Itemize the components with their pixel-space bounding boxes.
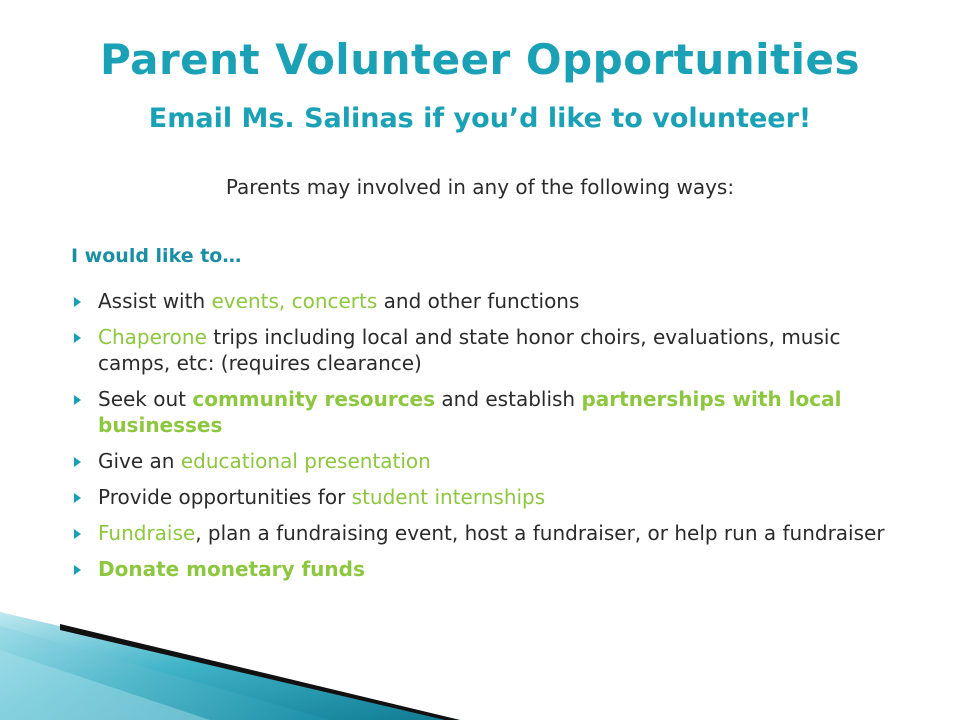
list-item: Assist with events, concerts and other functions	[72, 288, 892, 314]
highlight-text: events, concerts	[211, 289, 378, 313]
arrow-bullet-icon	[74, 333, 81, 343]
slide-title: Parent Volunteer Opportunities	[99, 35, 861, 84]
highlight-text: student internships	[351, 485, 546, 509]
list-item: Chaperone trips including local and state honor choirs, evaluations, music camps, etc: (requires clearance)	[72, 324, 892, 376]
list-item: Seek out community resources and establish partnerships with local businesses	[72, 386, 892, 438]
lead-text: I would like to…	[71, 245, 242, 267]
list-item: Fundraise, plan a fundraising event, host a fundraiser, or help run a fundraiser	[72, 520, 892, 546]
arrow-bullet-icon	[74, 529, 81, 539]
highlight-text: community resources	[192, 387, 436, 411]
volunteer-list	[72, 288, 892, 592]
list-item: Give an educational presentation	[72, 448, 892, 474]
arrow-bullet-icon	[74, 297, 81, 307]
highlight-text: Fundraise	[98, 521, 196, 545]
slide-subtitle: Email Ms. Salinas if you’d like to volunteer!	[148, 103, 812, 134]
arrow-bullet-icon	[74, 395, 81, 405]
highlight-text: Chaperone	[98, 325, 207, 349]
highlight-text: educational presentation	[180, 449, 431, 473]
intro-text: Parents may involved in any of the following ways:	[225, 175, 735, 199]
arrow-bullet-icon	[74, 493, 81, 503]
list-item: Provide opportunities for student internships	[72, 484, 892, 510]
arrow-bullet-icon	[74, 457, 81, 467]
corner-decoration	[0, 560, 460, 720]
highlight-text: partnerships with local businesses	[98, 387, 842, 437]
highlight-text: Donate monetary funds	[98, 557, 365, 581]
